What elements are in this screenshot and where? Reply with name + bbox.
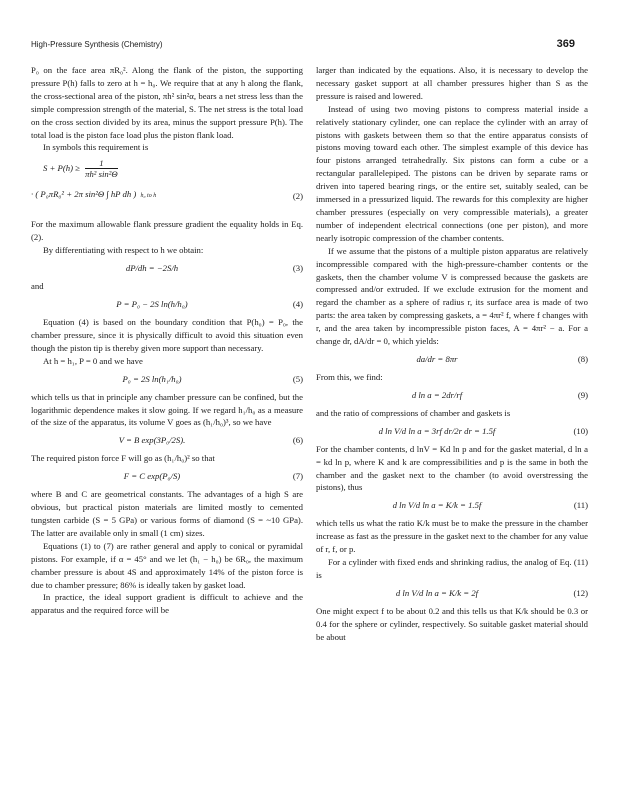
paragraph: where B and C are geometrical constants. The advantages of a high S are obvious, but practical piston materials are limited mostly to cemented tungsten carbide (S = 5 GPa) or various forms of diamond (S = ~10 GPa). The latter are available only in small (1 cm) sizes. [31,489,303,538]
equation-12 [316,587,588,600]
paragraph: Equations (1) to (7) are rather general and apply to conical or pyramidal pistons. For example, if α = 45° and we let (h₁ − h₀) be 6R₀, the maximum chamber pressure is about 4S and approximately 14% of the piston force is due to chamber pressure; 86% is ideally taken by gasket load. [31,540,303,590]
equation-5-number: (5) [292,373,303,384]
equation-9 [316,389,588,402]
equation-12-number: (12) [573,587,588,598]
equation-6-expression: V = B exp(3P₀/2S). [118,435,186,446]
equation-7-expression: F = C exp(P₀/S) [123,471,181,482]
equation-4-expression: P = P₀ − 2S ln(h/h₀) [116,298,188,309]
equation-2-lhs: S + P(h) ≥ [43,163,80,174]
left-column [31,64,303,617]
equation-6-number: (6) [292,435,303,446]
equation-8 [316,353,588,366]
equation-11 [316,499,588,512]
paragraph: For the chamber contents, d lnV = Kd ln p and for the gasket material, d ln a = kd ln p, where K and k are compressibilities and p is the same in both the chamber and the gasket next to the chamber (to avoid overstressing the pistons), thus [316,443,588,493]
equation-6 [31,434,303,447]
equation-7 [31,470,303,483]
equation-2-denominator: πh² sin²Θ [85,169,118,180]
paragraph: For the maximum allowable flank pressure gradient the equality holds in Eq. (2). [31,219,303,243]
equation-3 [31,262,303,275]
paragraph: One might expect f to be about 0.2 and this tells us that K/k should be 0.3 or 0.4 for the sphere or cylinder, respectively. So suitable gasket material should be about [316,605,588,642]
equation-12-expression: d ln V/d ln a = K/k = 2f [395,587,479,598]
equation-10-expression: d ln V/d ln a = 3rf dr/2r dr = 1.5f [378,425,496,436]
paragraph: which tells us that in principle any chamber pressure can be confined, but the logarithmic dependence makes it slow going. If we regard h₁/h₀ as a measure of the size of the apparatus, its volume V goes as (h₁/h₀)³, so we have [31,391,303,428]
running-head [31,38,575,52]
running-head-title: High-Pressure Synthesis (Chemistry) [31,40,163,49]
equation-10-number: (10) [573,425,588,436]
paragraph: If we assume that the pistons of a multiple piston apparatus are relatively incompressible compared with the high-pressure-chamber contents or the gaskets, then the chamber volume V is compressed because the gaskets are compressed and/or extruded. If we exclude extrusion for the moment and regard the chamber as a sphere of radius r, its surface area is made of two parts: the area taken by compressing gaskets, a = 4πr² f, where f changes with r, and the area taken by incompressible piston faces, A = 4πr² − a. For a change dr, dA/dr = 0, which yields: [316,245,588,347]
equation-9-expression: d ln a = 2dr/rf [411,389,463,400]
equation-7-number: (7) [292,471,303,482]
equation-2-limits: h₀ to h [140,193,157,200]
equation-8-number: (8) [577,353,588,364]
equation-11-expression: d ln V/d ln a = K/k = 1.5f [392,500,482,511]
paragraph: In practice, the ideal support gradient is difficult to achieve and the apparatus and the required force will be [31,592,303,616]
equation-5 [31,373,303,386]
equation-2-fraction [85,158,118,180]
paragraph: and the ratio of compressions of chamber and gaskets is [316,407,511,418]
paragraph: Equation (4) is based on the boundary condition that P(h₀) = P₀, the chamber pressure, since it is physically difficult to avoid this situation even though the piston tip is thereby given more support than necessary. [31,316,303,353]
equation-2-number: (2) [292,191,303,202]
paragraph: The required piston force F will go as (h₁/h₀)² so that [31,453,215,464]
equation-2-numerator: 1 [85,158,118,169]
paragraph: From this, we find: [316,371,383,382]
equation-2 [31,158,303,214]
equation-3-expression: dP/dh = −2S/h [125,263,179,274]
equation-10 [316,425,588,438]
paragraph: By differentiating with respect to h we obtain: [43,245,204,256]
paragraph: At h = h₁, P = 0 and we have [43,355,143,366]
paragraph: and [31,281,44,292]
paragraph: In symbols this requirement is [43,142,149,153]
equation-9-number: (9) [577,389,588,400]
paragraph: P₀ on the face area πR₀². Along the flank of the piston, the supporting pressure P(h) falls to zero at h = h₀. We require that at any h along the flank, the cross-sectional area of the piston, πh² sin²α, bears a net stress less than the simple compression strength of the material, S. The net stress is the total load on the cross section divided by its area, minus the support pressure P(h). The total load is the piston face load plus the piston flank load. [31,65,303,140]
paragraph: For a cylinder with fixed ends and shrinking radius, the analog of Eq. (11) is [316,557,588,580]
equation-11-number: (11) [573,500,588,511]
paragraph: larger than indicated by the equations. Also, it is necessary to develop the necessary gasket support at all chamber pressures higher than S as the pressure is raised and lowered. [316,65,588,101]
equation-4 [31,298,303,311]
equation-4-number: (4) [292,298,303,309]
paragraph: which tells us what the ratio K/k must be to make the pressure in the chamber increase as fast as the pressure in the gasket next to the chamber for any value of r, f, or p. [316,518,588,555]
page-number: 369 [556,38,575,50]
equation-2-rhs: · ( P₀πR₀² + 2π sin²Θ ∫ hP dh ) [31,189,137,200]
right-column [316,64,588,644]
equation-3-number: (3) [292,263,303,274]
equation-8-expression: da/dr = 8πr [416,353,458,364]
paragraph: Instead of using two moving pistons to compress material inside a relatively stationary cylinder, one can replace the cylinder with an array of pistons with gaskets between them so that the entire apparatus consists of pistons moving toward each other. The simplest example of this device has four pistons arranged tetrahedrally. Six pistons can form a cube or a rectangular parallelepiped. The pistons can be driven by separate rams or driven into tapered bearing rings, or the entire set, suitably sealed, can be immersed in a pressurized liquid. The rewards for this complexity are higher chamber pressures (especially on very compressible materials), a greater number of independent electrical connections (one per piston), and more nearly isotropic compression of the chamber contents. [316,103,588,243]
equation-5-expression: P₀ = 2S ln(h₁/h₀) [122,373,182,384]
